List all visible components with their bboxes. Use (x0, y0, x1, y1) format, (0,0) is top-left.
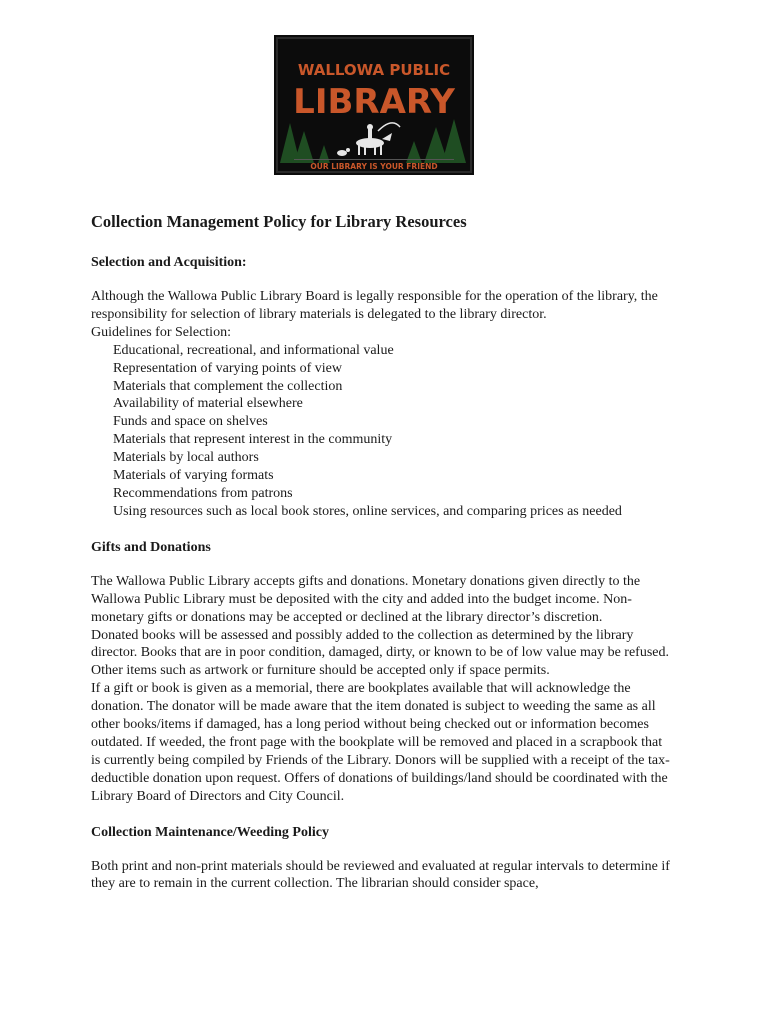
logo-line2: LIBRARY (293, 82, 455, 122)
selection-heading: Selection and Acquisition: (91, 255, 247, 270)
list-item: Using resources such as local book stores, online services, and comparing prices as needed (113, 503, 622, 519)
gifts-section (91, 573, 671, 806)
gifts-paragraph: Other items such as artwork or furniture should be accepted only if space permits. (91, 663, 550, 679)
list-item: Funds and space on shelves (113, 414, 268, 430)
gifts-paragraph: Donated books will be assessed and possibly added to the collection as determined by the library director. Books that are in poor condition, damaged, dirty, or known to be of low value may be refused. (91, 627, 669, 661)
list-item: Recommendations from patrons (113, 485, 293, 501)
selection-intro: Although the Wallowa Public Library Board is legally responsible for the operation of the library, the responsibility for selection of library materials is delegated to the library director. (91, 289, 658, 322)
document-title: Collection Management Policy for Library Resources (91, 212, 467, 231)
library-logo (274, 35, 474, 175)
list-item: Availability of material elsewhere (113, 396, 303, 412)
weeding-intro: Both print and non-print materials should be reviewed and evaluated at regular intervals to determine if they are to remain in the current collection. The librarian should consider space, (91, 858, 670, 892)
list-item: Educational, recreational, and informational value (113, 342, 394, 358)
policy-document (91, 206, 671, 893)
logo-line1: WALLOWA PUBLIC (297, 61, 451, 79)
logo-slogan: OUR LIBRARY IS YOUR FRIEND (310, 162, 438, 171)
gifts-heading: Gifts and Donations (91, 539, 211, 555)
guidelines-label: Guidelines for Selection: (91, 324, 231, 340)
guidelines-list (91, 342, 671, 521)
list-item: Materials of varying formats (113, 468, 274, 484)
list-item: Materials that complement the collection (113, 378, 343, 394)
gifts-paragraph: The Wallowa Public Library accepts gifts and donations. Monetary donations given directly to the Wallowa Public Library must be deposited with the city and added into the budget income. Non-monetary gifts or donations may be accepted or declined at the library director’s discretion. (91, 573, 641, 625)
list-item: Materials by local authors (113, 450, 259, 466)
gifts-paragraph: If a gift or book is given as a memorial, there are bookplates available that will acknowledge the donation. The donator will be made aware that the item donated is subject to weeding the same as all other books/items if damaged, has a long period without being checked out or information becomes outdated. If weeded, the front page with the bookplate will be removed and placed in a scrapbook that is currently being compiled by Friends of the Library. Donors will be supplied with a receipt of the tax-deductible donation upon request. Offers of donations of buildings/land should be coordinated with the Library Board of Directors and City Council. (91, 681, 670, 804)
weeding-heading: Collection Maintenance/Weeding Policy (91, 824, 329, 840)
list-item: Materials that represent interest in the community (113, 432, 393, 448)
selection-section (91, 288, 671, 521)
list-item: Representation of varying points of view (113, 360, 343, 376)
